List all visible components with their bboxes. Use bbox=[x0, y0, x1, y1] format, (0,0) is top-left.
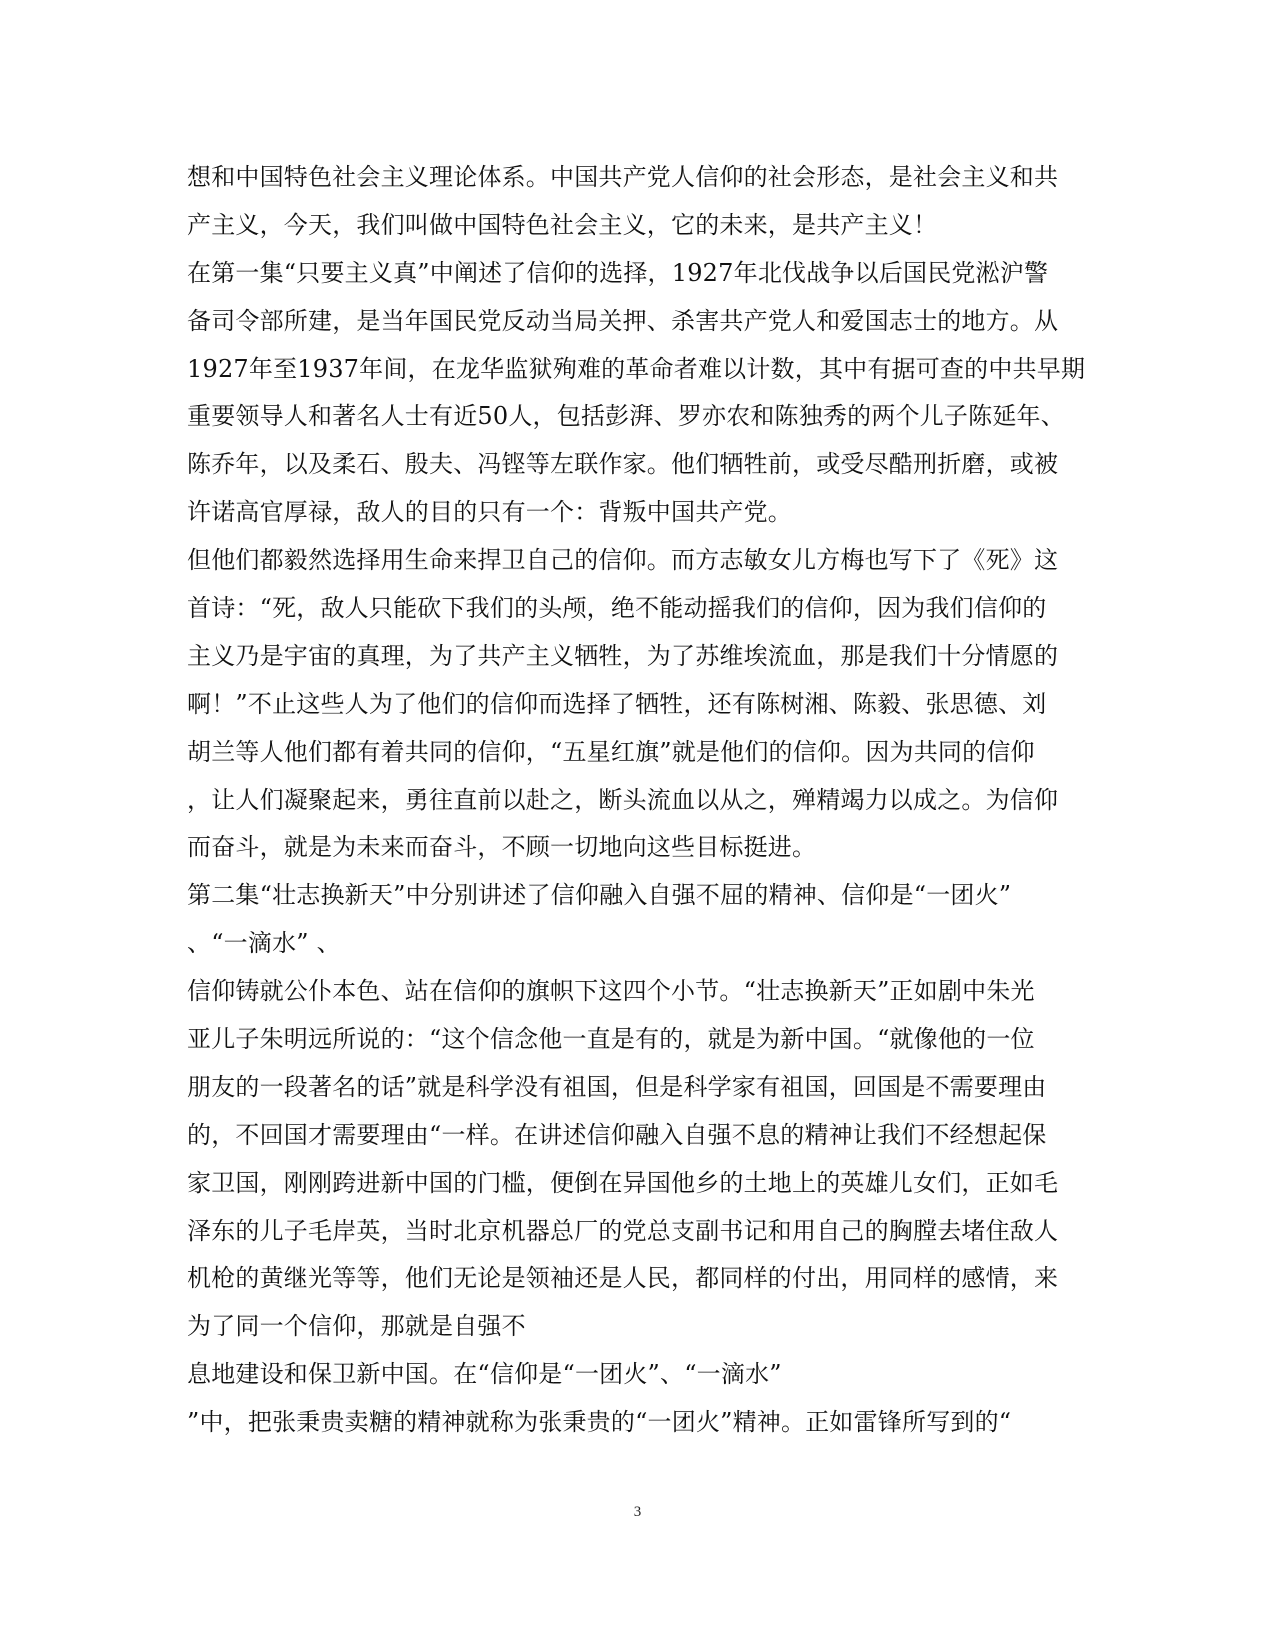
text-line: 胡兰等人他们都有着共同的信仰，“五星红旗”就是他们的信仰。因为共同的信仰 bbox=[187, 737, 1035, 766]
text-line: 家卫国，刚刚跨进新中国的门槛，便倒在异国他乡的土地上的英雄儿女们，正如毛 bbox=[187, 1168, 1059, 1197]
text-line: 备司令部所建，是当年国民党反动当局关押、杀害共产党人和爱国志士的地方。从 bbox=[187, 306, 1059, 335]
text-line: 朋友的一段著名的话”就是科学没有祖国，但是科学家有祖国，回国是不需要理由 bbox=[187, 1072, 1047, 1101]
text-line: 重要领导人和著名人士有近50人，包括彭湃、罗亦农和陈独秀的两个儿子陈延年、 bbox=[187, 402, 1065, 431]
text-line: 息地建设和保卫新中国。在“信仰是“一团火”、“一滴水” bbox=[187, 1360, 782, 1389]
text-line: 为了同一个信仰，那就是自强不 bbox=[187, 1312, 526, 1341]
text-line: 在第一集“只要主义真”中阐述了信仰的选择，1927年北伐战争以后国民党淞沪警 bbox=[187, 258, 1049, 287]
text-line: 泽东的儿子毛岸英，当时北京机器总厂的党总支副书记和用自己的胸膛去堵住敌人 bbox=[187, 1216, 1059, 1245]
page-number: 3 bbox=[633, 1504, 642, 1520]
text-line: 机枪的黄继光等等，他们无论是领袖还是人民，都同样的付出，用同样的感情，来 bbox=[187, 1264, 1059, 1293]
text-line: 陈乔年，以及柔石、殷夫、冯铿等左联作家。他们牺牲前，或受尽酷刑折磨，或被 bbox=[187, 450, 1059, 479]
text-line: 第二集“壮志换新天”中分别讲述了信仰融入自强不屈的精神、信仰是“一团火” bbox=[187, 881, 1012, 910]
text-line: 想和中国特色社会主义理论体系。中国共产党人信仰的社会形态，是社会主义和共 bbox=[187, 163, 1059, 191]
text-line: 、“一滴水” 、 bbox=[187, 929, 341, 958]
text-line: 但他们都毅然选择用生命来捍卫自己的信仰。而方志敏女儿方梅也写下了《死》这 bbox=[187, 546, 1059, 575]
text-line: 产主义，今天，我们叫做中国特色社会主义，它的未来，是共产主义！ bbox=[187, 210, 938, 239]
text-line: 啊！”不止这些人为了他们的信仰而选择了牺牲，还有陈树湘、陈毅、张思德、刘 bbox=[187, 689, 1047, 718]
text-line: ，让人们凝聚起来，勇往直前以赴之，断头流血以从之，殚精竭力以成之。为信仰 bbox=[187, 785, 1059, 814]
text-line: 1927年至1937年间，在龙华监狱殉难的革命者难以计数，其中有据可查的中共早期 bbox=[187, 354, 1086, 383]
text-line: 而奋斗，就是为未来而奋斗，不顾一切地向这些目标挺进。 bbox=[187, 833, 817, 862]
text-line: 亚儿子朱明远所说的：“这个信念他一直是有的，就是为新中国。“就像他的一位 bbox=[187, 1025, 1035, 1054]
body-text bbox=[187, 154, 1087, 1447]
text-line: 首诗：“死，敌人只能砍下我们的头颅，绝不能动摇我们的信仰，因为我们信仰的 bbox=[187, 594, 1047, 623]
text-line: 许诺高官厚禄，敌人的目的只有一个：背叛中国共产党。 bbox=[187, 498, 792, 527]
text-line: 的，不回国才需要理由“一样。在讲述信仰融入自强不息的精神让我们不经想起保 bbox=[187, 1120, 1047, 1149]
text-line: ”中，把张秉贵卖糖的精神就称为张秉贵的“一团火”精神。正如雷锋所写到的“ bbox=[187, 1408, 1012, 1437]
text-line: 主义乃是宇宙的真理，为了共产主义牺牲，为了苏维埃流血，那是我们十分情愿的 bbox=[187, 641, 1059, 670]
text-line: 信仰铸就公仆本色、站在信仰的旗帜下这四个小节。“壮志换新天”正如剧中朱光 bbox=[187, 977, 1035, 1006]
